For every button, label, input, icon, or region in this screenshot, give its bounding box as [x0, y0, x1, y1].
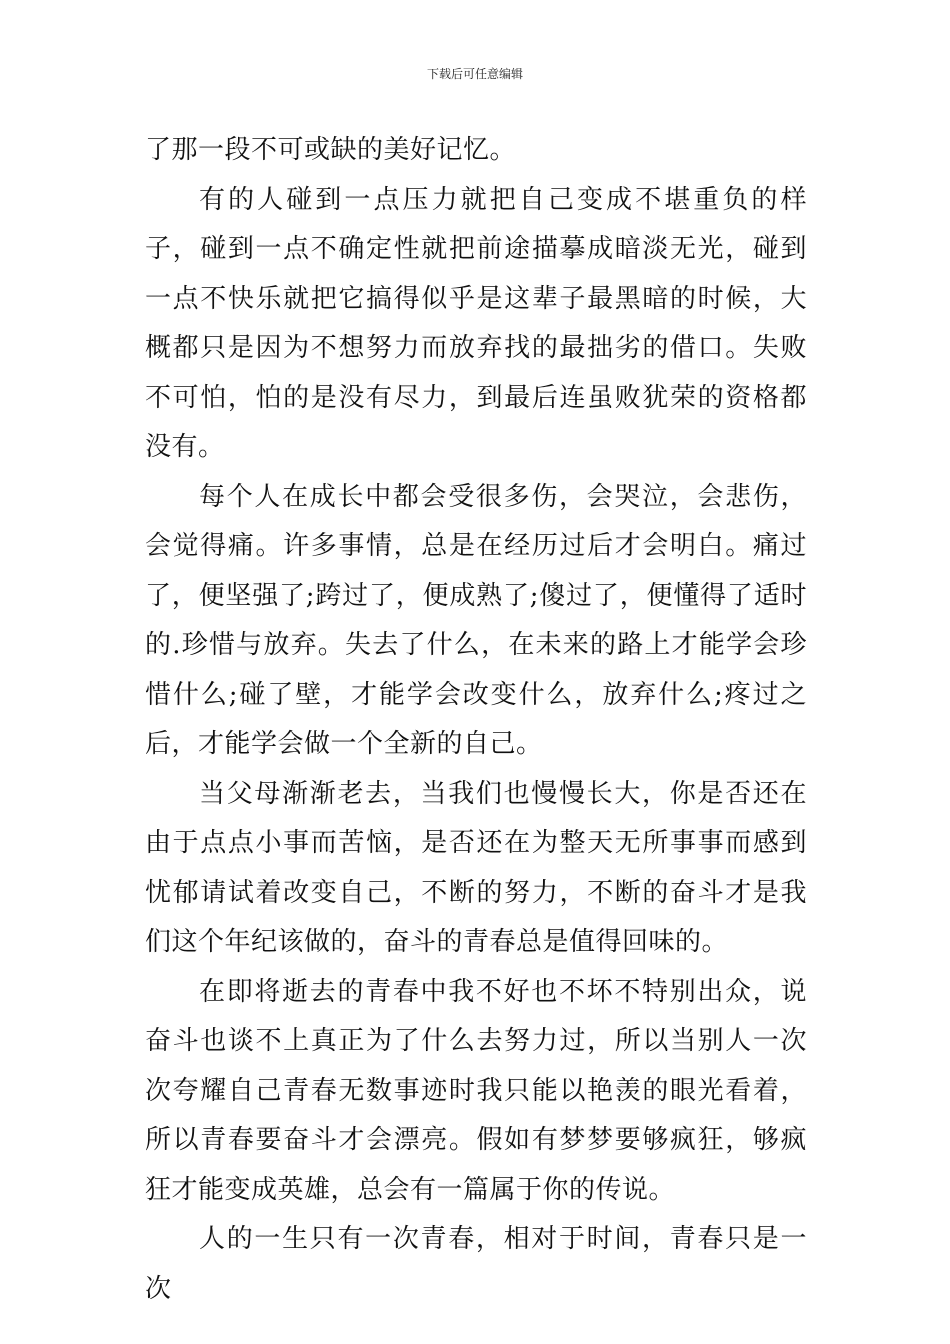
page-header: 下载后可任意编辑 — [426, 67, 523, 81]
paragraph-1: 了那一段不可或缺的美好记忆。 — [145, 135, 517, 165]
paragraph-2: 有的人碰到一点压力就把自己变成不堪重负的样子，碰到一点不确定性就把前途描摹成暗淡无光，碰到一点不快乐就把它搞得似乎是这辈子最黑暗的时候，大概都只是因为不想努力而放弃找的最拙劣的借口。失败不可怕，怕的是没有尽力，到最后连虽败犹荣的资格都没有。 — [145, 184, 807, 462]
paragraph-5: 在即将逝去的青春中我不好也不坏不特别出众，说奋斗也谈不上真正为了什么去努力过，所以当别人一次次夸耀自己青春无数事迹时我只能以艳羡的眼光看着，所以青春要奋斗才会漂亮。假如有梦梦要够疯狂，够疯狂才能变成英雄，总会有一篇属于你的传说。 — [145, 976, 807, 1205]
document-body — [145, 126, 807, 1314]
paragraph-4: 当父母渐渐老去，当我们也慢慢长大，你是否还在由于点点小事而苦恼，是否还在为整天无所事事而感到忧郁请试着改变自己，不断的努力，不断的奋斗才是我们这个年纪该做的，奋斗的青春总是值得回味的。 — [145, 778, 807, 957]
paragraph-3: 每个人在成长中都会受很多伤，会哭泣，会悲伤，会觉得痛。许多事情，总是在经历过后才会明白。痛过了，便坚强了;跨过了，便成熟了;傻过了，便懂得了适时的.珍惜与放弃。失去了什么，在未来的路上才能学会珍惜什么;碰了壁，才能学会改变什么，放弃什么;疼过之后，才能学会做一个全新的自己。 — [145, 481, 807, 759]
paragraph-6: 人的一生只有一次青春，相对于时间，青春只是一次 — [145, 1224, 807, 1304]
